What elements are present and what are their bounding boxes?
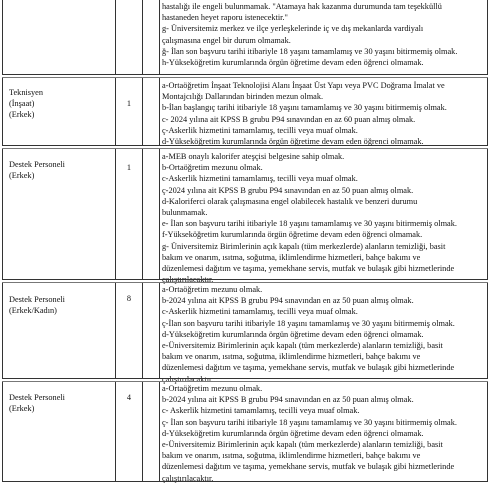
requirement-line: ç-İlan son başvuru tarihi itibariyle 18 yaşını tamamlamış ve 30 yaşını bitirmemiş olmak. xyxy=(162,318,455,328)
requirement-line: Montajcılığı Dallarından birinden mezun olmak. xyxy=(162,92,324,102)
requirements-cell xyxy=(160,149,488,285)
requirement-line: a-Ortaöğretim mezunu olmak. xyxy=(162,384,263,393)
requirement-line: a-MEB onaylı kalorifer ateşçisi belgesine sahip olmak. xyxy=(162,152,345,161)
requirement-line: e-Üniversitemiz Birimlerinin açık kapalı (tüm merkezlerde) alanların temizliği, basit xyxy=(162,341,443,351)
requirement-line: g- Üniversitemiz merkez ve ilçe yerleşkelerinde iç ve dış mekanlarda vardiyalı xyxy=(162,24,424,34)
requirement-line: bakım ve onarım, ısıtma, soğutma, iklimlendirme hizmetleri, bahçe bakımı ve xyxy=(162,352,421,362)
position-cell xyxy=(2,283,116,378)
position-title: Destek Personeli (Erkek) xyxy=(9,160,65,181)
requirement-line: b-2024 yılına ait KPSS B grubu P94 sınavından en az 50 puan almış olmak. xyxy=(162,296,414,306)
requirement-line: g- Üniversitemiz Birimlerinin açık kapalı (tüm merkezlerde) alanların temizliği, basit xyxy=(162,241,446,251)
requirement-line: düzenlemesi dağıtım ve taşıma, yemekhane servis, mutfak ve bulaşık gibi hizmetlerinde xyxy=(162,462,455,472)
table-row xyxy=(2,78,488,145)
requirement-line: b-2024 yılına ait KPSS B grubu P94 sınavından en az 50 puan almış olmak. xyxy=(162,395,414,405)
requirement-line: c-Askerlik hizmetini tamamlamış, tecilli veya muaf olmak. xyxy=(162,307,358,317)
position-count: 1 xyxy=(126,163,132,172)
requirement-line: d-Yükseköğretim kurumlarında örgün öğretime devam eden öğrenci olmamak. xyxy=(162,428,424,438)
requirement-line: b-Ortaöğretim mezunu olmak. xyxy=(162,163,263,173)
empty-cell xyxy=(143,78,160,145)
requirement-line: ğ- İlan son başvuru tarihi itibariyle 18 yaşını tamamlamış ve 30 yaşını bitirmemiş olmak. xyxy=(162,46,458,56)
position-cell xyxy=(2,382,116,482)
position-title: Teknisyen (İnşaat) (Erkek) xyxy=(9,88,43,120)
position-cell xyxy=(2,78,116,145)
requirement-line: bakım ve onarım, ısıtma, soğutma, iklimlendirme hizmetleri, bahçe bakımı ve xyxy=(162,252,421,262)
empty-cell xyxy=(143,382,160,482)
requirements-table xyxy=(2,0,488,482)
requirement-line: bakım ve onarım, ısıtma, soğutma, iklimlendirme hizmetleri, bahçe bakımı ve xyxy=(162,451,421,461)
requirement-line: c- Askerlik hizmetini tamamlamış, tecilli veya muaf olmak. xyxy=(162,406,360,416)
position-title: Destek Personeli (Erkek/Kadın) xyxy=(9,295,65,316)
requirement-line: c-Askerlik hizmetini tamamlamış, tecilli veya muaf olmak. xyxy=(162,174,358,184)
count-cell xyxy=(116,149,143,279)
requirements-cell xyxy=(160,0,488,74)
table-row xyxy=(2,382,488,482)
requirement-line: düzenlemesi dağıtım ve taşıma, yemekhane servis, mutfak ve bulaşık gibi hizmetlerinde xyxy=(162,264,455,274)
table-row xyxy=(2,0,488,74)
requirement-line: hastalığı ile engeli bulunmamak. "Atamaya hak kazanma durumunda tam teşekküllü xyxy=(162,2,442,11)
count-cell xyxy=(116,0,143,74)
requirement-line: a-Ortaöğretim İnşaat Teknolojisi Alanı İnşaat Üst Yapı veya PVC Doğrama İmalat ve xyxy=(162,81,445,90)
row-divider xyxy=(2,378,488,379)
requirement-line: çalıştırılacaktır. xyxy=(162,275,214,285)
requirement-line: düzenlemesi dağıtım ve taşıma, yemekhane servis, mutfak ve bulaşık gibi hizmetlerinde xyxy=(162,363,455,373)
position-cell xyxy=(2,149,116,279)
table-row xyxy=(2,149,488,285)
row-divider xyxy=(2,279,488,280)
requirement-line: çalışmasına engel bir durum olmamak. xyxy=(162,35,291,45)
requirement-line: hastaneden heyet raporu istenecektir." xyxy=(162,13,288,23)
requirement-line: e-Üniversitemiz Birimlerinin açık kapalı (tüm merkezlerde) alanların temizliği, basit xyxy=(162,440,443,450)
empty-cell xyxy=(143,0,160,74)
empty-cell xyxy=(143,283,160,378)
requirement-line: çalıştırılacaktır. xyxy=(162,374,214,384)
requirement-line: bulunmamak. xyxy=(162,208,208,218)
position-cell xyxy=(2,0,116,74)
row-divider xyxy=(2,145,488,146)
position-count: 8 xyxy=(126,294,132,303)
row-divider xyxy=(2,481,488,482)
count-cell xyxy=(116,382,143,482)
requirement-line: c- 2024 yılına ait KPSS B grubu P94 sınavından en az 60 puan almış olmak. xyxy=(162,114,416,124)
position-title: Destek Personeli (Erkek) xyxy=(9,393,65,414)
requirement-line: ç-2024 yılına ait KPSS B grubu P94 sınavından en az 50 puan almış olmak. xyxy=(162,185,414,195)
empty-cell xyxy=(143,149,160,279)
row-divider xyxy=(2,74,488,75)
requirement-line: f-Yükseköğretim kurumlarında örgün öğretime devam eden öğrenci olmamak. xyxy=(162,230,423,240)
requirement-line: d-Kaloriferci olarak çalışmasına engel olabilecek hastalık ve benzeri durumu xyxy=(162,196,418,206)
requirement-line: ç- İlan son başvuru tarihi itibariyle 18 yaşını tamamlamış ve 30 yaşını bitirmemiş olmak. xyxy=(162,417,457,427)
requirement-line: ç-Askerlik hizmetini tamamlamış, tecilli veya muaf olmak. xyxy=(162,125,358,135)
requirement-line: h-Yükseköğretim kurumlarında örgün öğretime devam eden öğrenci olmamak. xyxy=(162,58,424,68)
requirement-line: d-Yükseköğretim kurumlarında örgün öğretime devam eden öğrenci olmamak. xyxy=(162,329,424,339)
count-cell xyxy=(116,283,143,378)
requirements-cell xyxy=(160,78,488,145)
position-count: 4 xyxy=(126,393,132,402)
requirements-cell xyxy=(160,283,488,384)
count-cell xyxy=(116,78,143,145)
position-count: 1 xyxy=(126,99,132,108)
table-row xyxy=(2,283,488,384)
requirement-line: a-Ortaöğretim mezunu olmak. xyxy=(162,285,263,294)
requirement-line: çalıştırılacaktır. xyxy=(162,473,214,483)
requirement-line: e- İlan son başvuru tarihi itibariyle 18 yaşını tamamlamış ve 30 yaşını bitirmemiş olmak. xyxy=(162,219,457,229)
requirements-cell xyxy=(160,382,488,482)
requirement-line: d-Yükseköğretim kurumlarında örgün öğretime devam eden öğrenci olmamak. xyxy=(162,137,424,147)
requirement-line: b-İlan başlangıç tarihi itibariyle 18 yaşını tamamlamış ve 30 yaşını bitirmemiş olmak. xyxy=(162,103,447,113)
